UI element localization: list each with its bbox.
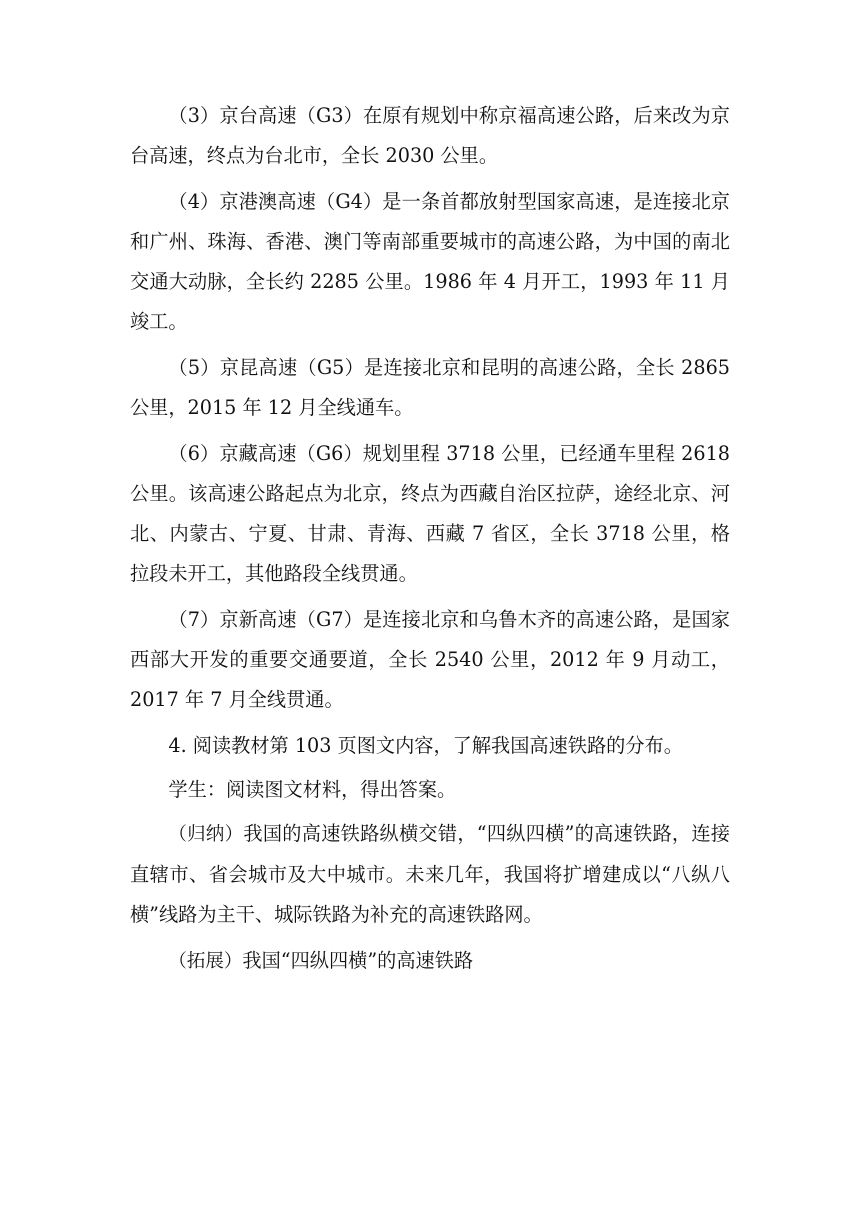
paragraph-g6: （6）京藏高速（G6）规划里程 3718 公里，已经通车里程 2618 公里。该高速公路起点为北京，终点为西藏自治区拉萨，途经北京、河北、内蒙古、宁夏、甘肃、青海、西藏 7 省区，全长 3718 公里，格拉段未开工，其他路段全线贯通。 [130, 442, 730, 585]
task-read-textbook: 4. 阅读教材第 103 页图文内容，了解我国高速铁路的分布。 [168, 734, 683, 757]
extension-paragraph [130, 941, 730, 982]
summary-text: 我国的高速铁路纵横交错，“四纵四横”的高速铁路，连接直辖市、省会城市及大中城市。未来几年，我国将扩增建成以“八纵八横”线路为主干、城际铁路为补充的高速铁路网。 [130, 822, 730, 926]
summary-tag: （归纳） [168, 824, 244, 845]
extension-tag: （拓展） [168, 951, 243, 972]
paragraph-g5: （5）京昆高速（G5）是连接北京和昆明的高速公路，全长 2865 公里，2015 年 12 月全线通车。 [130, 356, 730, 419]
paragraph-g3: （3）京台高速（G3）在原有规划中称京福高速公路，后来改为京台高速，终点为台北市，全长 2030 公里。 [130, 104, 730, 167]
document-page [130, 96, 730, 988]
extension-text: 我国“四纵四横”的高速铁路 [242, 949, 474, 972]
student-response: 学生：阅读图文材料，得出答案。 [168, 778, 457, 801]
paragraph-g7: （7）京新高速（G7）是连接北京和乌鲁木齐的高速公路，是国家西部大开发的重要交通要道，全长 2540 公里，2012 年 9 月动工，2017 年 7 月全线贯通。 [130, 608, 730, 711]
summary-paragraph [130, 814, 730, 935]
paragraph-g4: （4）京港澳高速（G4）是一条首都放射型国家高速，是连接北京和广州、珠海、香港、澳门等南部重要城市的高速公路，为中国的南北交通大动脉，全长约 2285 公里。1986 年 4 月开工，1993 年 11 月竣工。 [130, 190, 730, 333]
